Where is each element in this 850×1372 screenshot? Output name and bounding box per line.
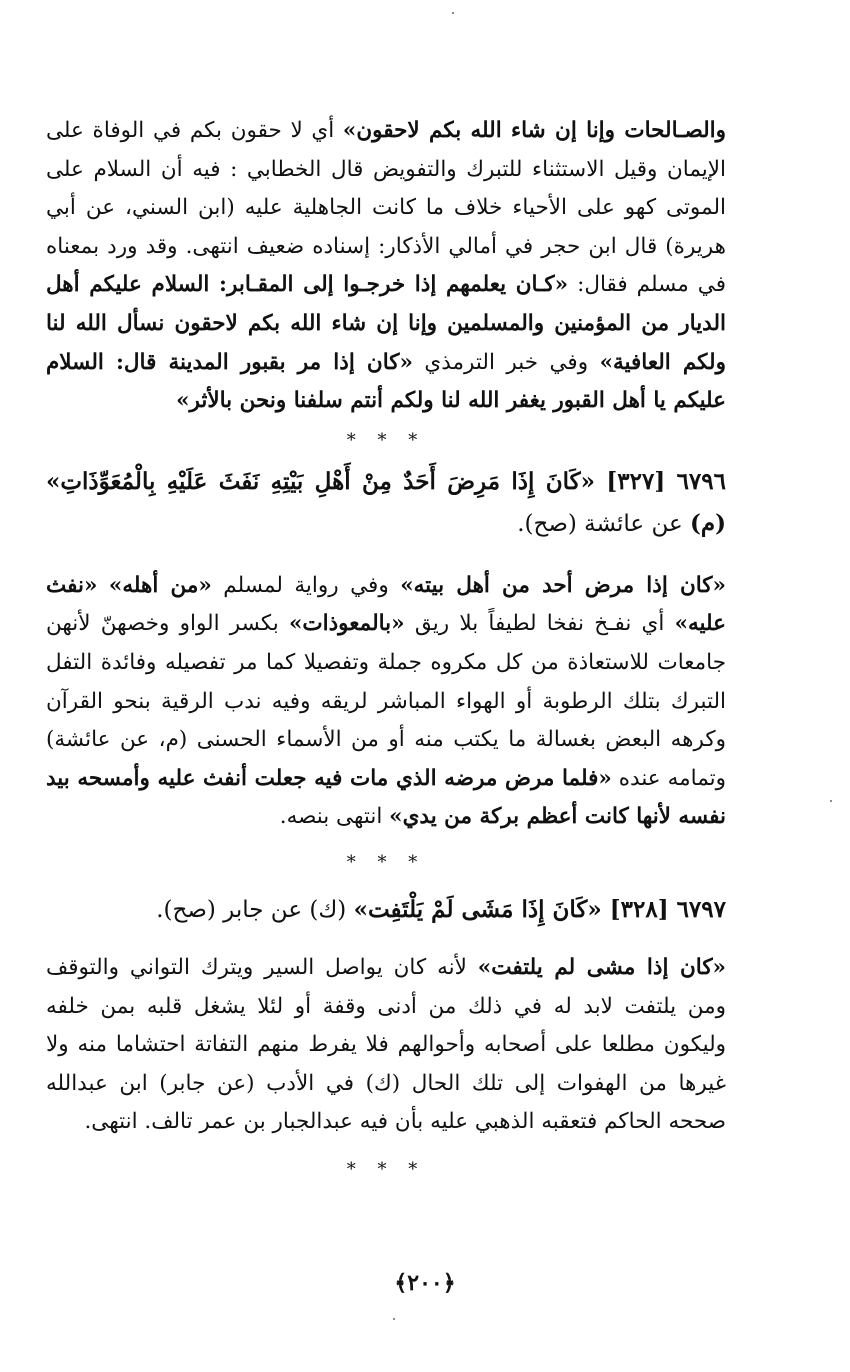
hadith-source: (ك) عن جابر (صح).: [156, 896, 354, 923]
quote: والصـالحات وإنا إن شاء الله بكم لاحقون»: [342, 118, 726, 143]
quote: «كان إذا مرض أحد من أهل بيته»: [400, 572, 726, 598]
quote: «نفث عليه»: [46, 572, 726, 637]
hadith-text: «كَانَ إِذَا مَشَى لَمْ يَلْتَفِت»: [353, 895, 610, 923]
text: لأنه كان يواصل السير ويترك التواني والتوقف ومن يلتفت لابد له في ذلك من أدنى وقفة أو لئلا يشغل قلبه بمن خلفه وليكون مطلعا على أصحابه وأحوالهم فلا يفرط منهم التفاتة احتشاما منه ولا غيرها من الهفوات إلى تلك الحال (ك) في الأدب (عن جابر) ابن عبدالله صححه الحاكم فتعقبه الذهبي عليه بأن فيه عبدالجبار بن عمر تالف. انتهى.: [46, 954, 726, 1135]
hadith-6796: [46, 461, 726, 545]
quote: «كان إذا مشى لم يلتفت»: [477, 954, 726, 980]
quote: «كـان يعلمهم إذا خرجـوا إلى المقـابر: السلام عليكم أهل الديار من المؤمنين والمسلمين وإنا إن شاء الله بكم لاحقون نسأل الله لنا ولكم العافية»: [46, 272, 726, 375]
quote: «من أهله»: [108, 572, 212, 598]
text: وفي رواية لمسلم: [211, 572, 401, 598]
commentary-paragraph-2: [46, 567, 726, 837]
text: وفي خبر الترمذي: [412, 349, 600, 375]
text: بكسر الواو وخصهنّ لأنهن جامعات للاستعاذة من كل مكروه جملة وتفصيلا كما مر تفصيله وفائدة التفل التبرك بتلك الرطوبة أو الهواء المباشر لريقه وفيه ندب الرقية بنحو القرآن وكرهه البعض بغسالة ما يكتب منه أو من الأسماء الحسنى (م، عن عائشة) وتمامه عنده: [46, 611, 726, 791]
separator: * * *: [346, 429, 426, 451]
separator: * * *: [346, 851, 426, 873]
scan-speck: [393, 1318, 395, 1320]
commentary-paragraph-3: [46, 949, 726, 1142]
hadith-source: عن عائشة (صح).: [517, 510, 690, 537]
separator: * * *: [346, 1158, 426, 1180]
page-number: ﴿٢٠٠﴾: [394, 1270, 456, 1296]
text: أي لا حقون بكم في الوفاة على الإيمان وقيل الاستثناء للتبرك والتفويض قال الخطابي : فيه أن السلام على الموتى كهو على الأحياء خلاف ما كانت الجاهلية عليه (ابن السني، عن أبي هريرة) قال ابن حجر في أمالي الأذكار: إسناده ضعيف انتهى. وقد ورد بمعناه في مسلم فقال:: [46, 118, 726, 298]
text: أي نفـخ نفخا لطيفاً بلا ريق: [404, 611, 675, 637]
hadith-number: ٦٧٩٧ [٣٢٨]: [609, 895, 726, 923]
text: [97, 573, 109, 598]
page-body: [46, 112, 726, 1190]
scan-speck: [830, 800, 832, 802]
commentary-paragraph-1: [46, 112, 726, 421]
quote: «كان إذا مر بقبور المدينة قال: السلام عليكم يا أهل القبور يغفر الله لنا ولكم أنتم سلفنا ونحن بالأثر»: [46, 349, 726, 414]
hadith-6797: [46, 889, 726, 931]
quote: «بالمعوذات»: [288, 611, 405, 637]
quote: «فلما مرض مرضه الذي مات فيه جعلت أنفث عليه وأمسحه بيد نفسه لأنها كانت أعظم بركة من يدي»: [46, 765, 726, 830]
scan-speck: [452, 12, 454, 14]
hadith-number: ٦٧٩٦ [٣٢٧]: [606, 467, 726, 495]
text: انتهى بنصه.: [279, 804, 390, 830]
hadith-text: «كَانَ إِذَا مَرِضَ أَحَدٌ مِنْ أَهْلِ بَيْتِهِ نَفَثَ عَلَيْهِ بِالْمُعَوِّذَاتِ» (م): [46, 467, 726, 537]
